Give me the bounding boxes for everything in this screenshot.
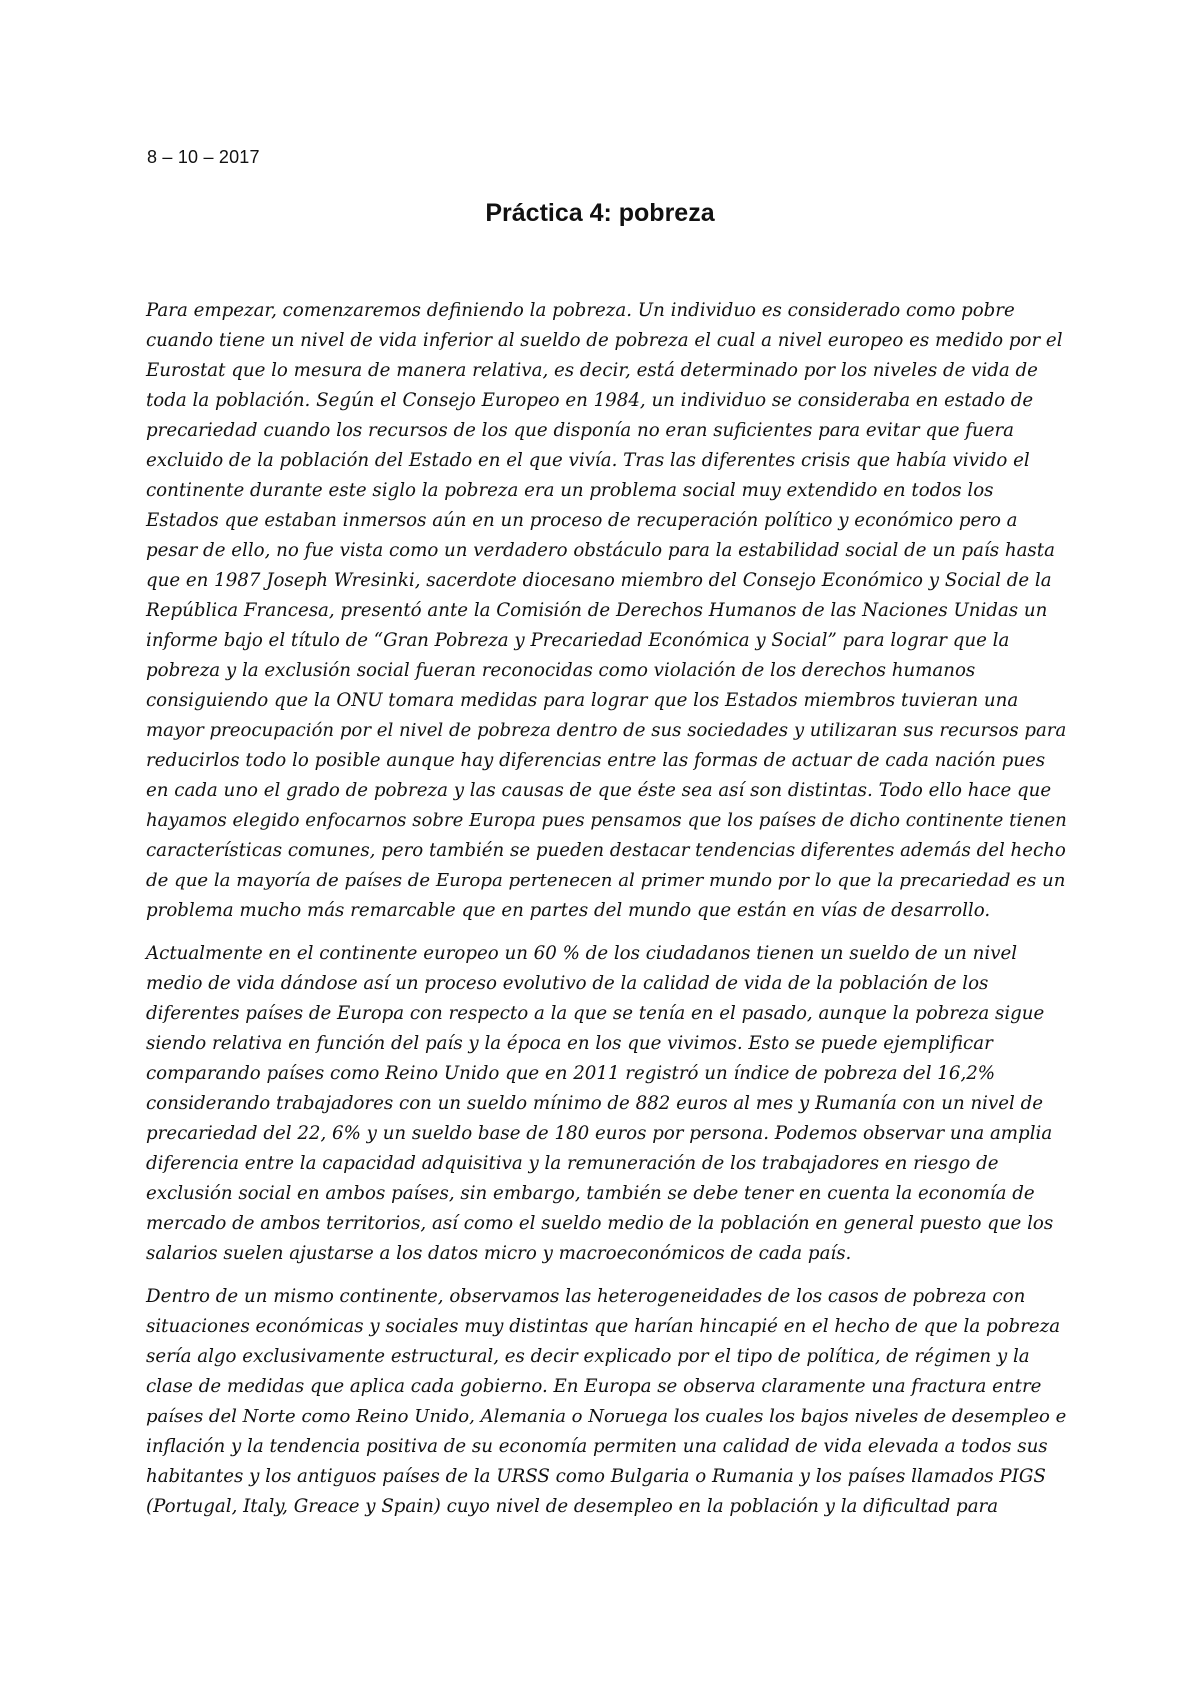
text-line: considerando trabajadores con un sueldo mínimo de 882 euros al mes y Rumanía con un nivel de — [146, 1093, 1044, 1114]
text-line: continente durante este siglo la pobreza era un problema social muy extendido en todos los — [146, 480, 994, 501]
text-line: Para empezar, comenzaremos definiendo la pobreza. Un individuo es considerado como pobre — [146, 300, 1015, 321]
text-line: en cada uno el grado de pobreza y las causas de que éste sea así son distintas. Todo ello hace que — [146, 780, 1052, 801]
text-line: cuando tiene un nivel de vida inferior al sueldo de pobreza el cual a nivel europeo es medido por el — [146, 330, 1063, 351]
text-line: mercado de ambos territorios, así como el sueldo medio de la población en general puesto que los — [146, 1213, 1054, 1234]
text-line: que en 1987 Joseph Wresinki, sacerdote diocesano miembro del Consejo Económico y Social de la — [146, 570, 1052, 591]
text-line: diferentes países de Europa con respecto a la que se tenía en el pasado, aunque la pobreza sigue — [146, 1003, 1045, 1024]
document-title: Práctica 4: pobreza — [485, 199, 715, 227]
text-line: países del Norte como Reino Unido, Alemania o Noruega los cuales los bajos niveles de desempleo e — [146, 1406, 1067, 1427]
text-line: consiguiendo que la ONU tomara medidas para lograr que los Estados miembros tuvieran una — [146, 690, 1019, 711]
text-line: siendo relativa en función del país y la época en los que vivimos. Esto se puede ejemplificar — [146, 1033, 993, 1054]
text-line: sería algo exclusivamente estructural, es decir explicado por el tipo de política, de régimen y la — [146, 1346, 1030, 1367]
text-line: características comunes, pero también se pueden destacar tendencias diferentes además del hecho — [146, 840, 1066, 861]
paragraph — [146, 296, 1066, 926]
text-line: precariedad cuando los recursos de los que disponía no eran suficientes para evitar que fuera — [146, 420, 1015, 441]
paragraph — [146, 939, 1066, 1269]
text-line: toda la población. Según el Consejo Europeo en 1984, un individuo se consideraba en estado de — [146, 390, 1034, 411]
text-line: Estados que estaban inmersos aún en un proceso de recuperación político y económico pero a — [146, 510, 1018, 531]
text-line: pesar de ello, no fue vista como un verdadero obstáculo para la estabilidad social de un país hasta — [146, 540, 1055, 561]
text-line: diferencia entre la capacidad adquisitiva y la remuneración de los trabajadores en riesgo de — [146, 1153, 999, 1174]
text-line: clase de medidas que aplica cada gobierno. En Europa se observa claramente una fractura entre — [146, 1376, 1042, 1397]
text-line: de que la mayoría de países de Europa pertenecen al primer mundo por lo que la precariedad es un — [146, 870, 1066, 891]
text-line: mayor preocupación por el nivel de pobreza dentro de sus sociedades y utilizaran sus recursos para — [146, 720, 1067, 741]
text-line: salarios suelen ajustarse a los datos micro y macroeconómicos de cada país. — [146, 1243, 852, 1264]
text-line: habitantes y los antiguos países de la URSS como Bulgaria o Rumania y los países llamados PIGS — [146, 1466, 1046, 1487]
document-date: 8 – 10 – 2017 — [147, 147, 260, 167]
text-line: Dentro de un mismo continente, observamos las heterogeneidades de los casos de pobreza con — [146, 1286, 1026, 1307]
text-line: hayamos elegido enfocarnos sobre Europa pues pensamos que los países de dicho continente tienen — [146, 810, 1067, 831]
text-line: medio de vida dándose así un proceso evolutivo de la calidad de vida de la población de los — [146, 973, 989, 994]
text-line: Actualmente en el continente europeo un 60 % de los ciudadanos tienen un sueldo de un nivel — [146, 943, 1018, 964]
text-line: precariedad del 22, 6% y un sueldo base de 180 euros por persona. Podemos observar una amplia — [146, 1123, 1053, 1144]
text-line: (Portugal, Italy, Greace y Spain) cuyo nivel de desempleo en la población y la dificultad para — [146, 1496, 999, 1517]
text-line: excluido de la población del Estado en el que vivía. Tras las diferentes crisis que había vivido el — [146, 450, 1030, 471]
paragraph — [146, 1282, 1066, 1522]
document-body — [146, 296, 1066, 1535]
text-line: inflación y la tendencia positiva de su economía permiten una calidad de vida elevada a todos sus — [146, 1436, 1048, 1457]
text-line: República Francesa, presentó ante la Comisión de Derechos Humanos de las Naciones Unidas un — [146, 600, 1048, 621]
text-line: exclusión social en ambos países, sin embargo, también se debe tener en cuenta la economía de — [146, 1183, 1035, 1204]
text-line: comparando países como Reino Unido que en 2011 registró un índice de pobreza del 16,2% — [146, 1063, 996, 1084]
text-line: Eurostat que lo mesura de manera relativa, es decir, está determinado por los niveles de vida de — [146, 360, 1038, 381]
text-line: informe bajo el título de “Gran Pobreza y Precariedad Económica y Social” para lograr que la — [146, 630, 1010, 651]
text-line: pobreza y la exclusión social fueran reconocidas como violación de los derechos humanos — [146, 660, 976, 681]
text-line: situaciones económicas y sociales muy distintas que harían hincapié en el hecho de que la pobreza — [146, 1316, 1061, 1337]
text-line: problema mucho más remarcable que en partes del mundo que están en vías de desarrollo. — [146, 900, 991, 921]
text-line: reducirlos todo lo posible aunque hay diferencias entre las formas de actuar de cada nación pues — [146, 750, 1046, 771]
